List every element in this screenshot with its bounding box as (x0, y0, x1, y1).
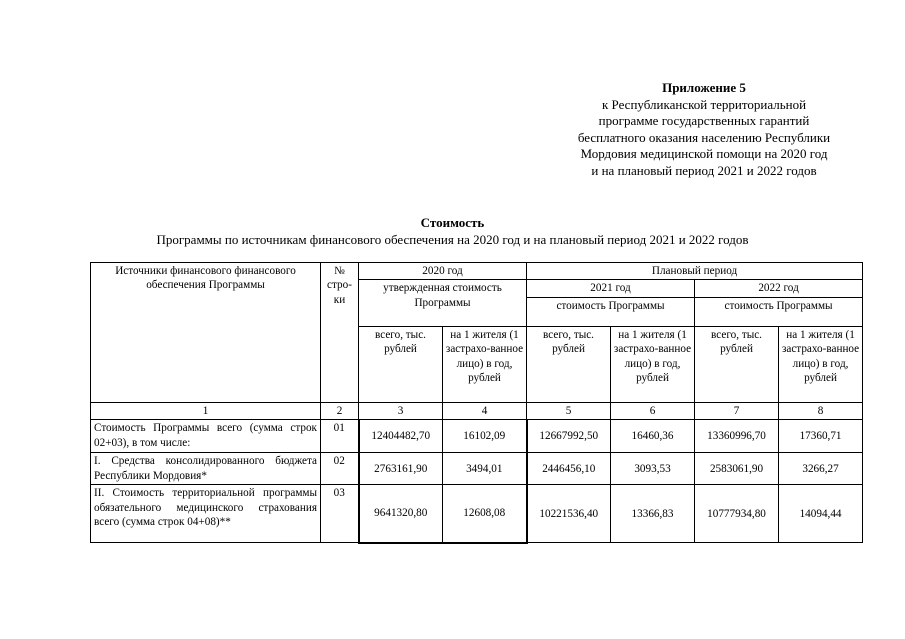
column-number: 2 (321, 402, 359, 419)
column-number: 3 (359, 402, 443, 419)
value-total-2021: 2446456,10 (527, 453, 611, 485)
value-per-capita-2022: 14094,44 (779, 485, 863, 543)
title-heading: Стоимость (420, 215, 485, 230)
value-per-capita-2020: 3494,01 (443, 453, 527, 485)
column-number: 1 (91, 402, 321, 419)
column-number: 8 (779, 402, 863, 419)
header-year-2021: 2021 год (527, 280, 695, 297)
value-total-2022: 2583061,90 (695, 453, 779, 485)
appendix-line: Мордовия медицинской помощи на 2020 год (580, 146, 828, 162)
appendix-line: бесплатного оказания населению Республики (577, 129, 831, 145)
header-program-cost-2021: стоимость Программы (527, 297, 695, 326)
row-label: Стоимость Программы всего (сумма строк 02+03), в том числе: (91, 420, 321, 453)
value-total-2020: 9641320,80 (359, 485, 443, 543)
row-label: II. Стоимость территориальной программы обязательного медицинского страхования всего (сумма строк 04+08)** (91, 485, 321, 543)
header-total-2022: всего, тыс. рублей (695, 326, 779, 402)
row-label: I. Средства консолидированного бюджета Республики Мордовия* (91, 453, 321, 485)
appendix-block (545, 80, 863, 180)
row-number: 02 (321, 453, 359, 485)
header-planned-period: Плановый период (527, 263, 863, 280)
column-number: 6 (611, 402, 695, 419)
value-per-capita-2020: 12608,08 (443, 485, 527, 543)
value-per-capita-2022: 17360,71 (779, 420, 863, 453)
header-total-2021: всего, тыс. рублей (527, 326, 611, 402)
value-per-capita-2021: 3093,53 (611, 453, 695, 485)
header-per-capita-2021: на 1 жителя (1 застрахо-ванное лицо) в год, рублей (611, 326, 695, 402)
title-subtitle: Программы по источникам финансового обеспечения на 2020 год и на плановый период 2021 и 2022 годов (156, 232, 749, 247)
header-year-2020: 2020 год (359, 263, 527, 280)
header-year-2022: 2022 год (695, 280, 863, 297)
table-row (91, 420, 863, 453)
document-title (0, 214, 905, 248)
value-total-2022: 10777934,80 (695, 485, 779, 543)
value-total-2022: 13360996,70 (695, 420, 779, 453)
table-row (91, 453, 863, 485)
value-total-2020: 12404482,70 (359, 420, 443, 453)
value-total-2021: 10221536,40 (527, 485, 611, 543)
appendix-line: программе государственных гарантий (598, 113, 810, 129)
column-number: 5 (527, 402, 611, 419)
value-per-capita-2021: 13366,83 (611, 485, 695, 543)
value-total-2020: 2763161,90 (359, 453, 443, 485)
row-number: 01 (321, 420, 359, 453)
header-per-capita-2020: на 1 жителя (1 застрахо-ванное лицо) в год, рублей (443, 326, 527, 402)
header-total-2020: всего, тыс. рублей (359, 326, 443, 402)
header-approved-cost: утвержденная стоимость Программы (359, 280, 527, 326)
value-total-2021: 12667992,50 (527, 420, 611, 453)
row-number: 03 (321, 485, 359, 543)
appendix-line: и на плановый период 2021 и 2022 годов (591, 162, 817, 178)
value-per-capita-2020: 16102,09 (443, 420, 527, 453)
appendix-line: к Республиканской территориальной (601, 96, 807, 112)
header-program-cost-2022: стоимость Программы (695, 297, 863, 326)
column-number: 7 (695, 402, 779, 419)
value-per-capita-2022: 3266,27 (779, 453, 863, 485)
cost-table (90, 262, 863, 544)
table-row (91, 485, 863, 543)
column-number: 4 (443, 402, 527, 419)
appendix-heading: Приложение 5 (662, 80, 746, 95)
header-source: Источники финансового финансового обеспечения Программы (91, 263, 321, 403)
header-per-capita-2022: на 1 жителя (1 застрахо-ванное лицо) в год, рублей (779, 326, 863, 402)
header-row-no: № стро-ки (321, 263, 359, 403)
value-per-capita-2021: 16460,36 (611, 420, 695, 453)
